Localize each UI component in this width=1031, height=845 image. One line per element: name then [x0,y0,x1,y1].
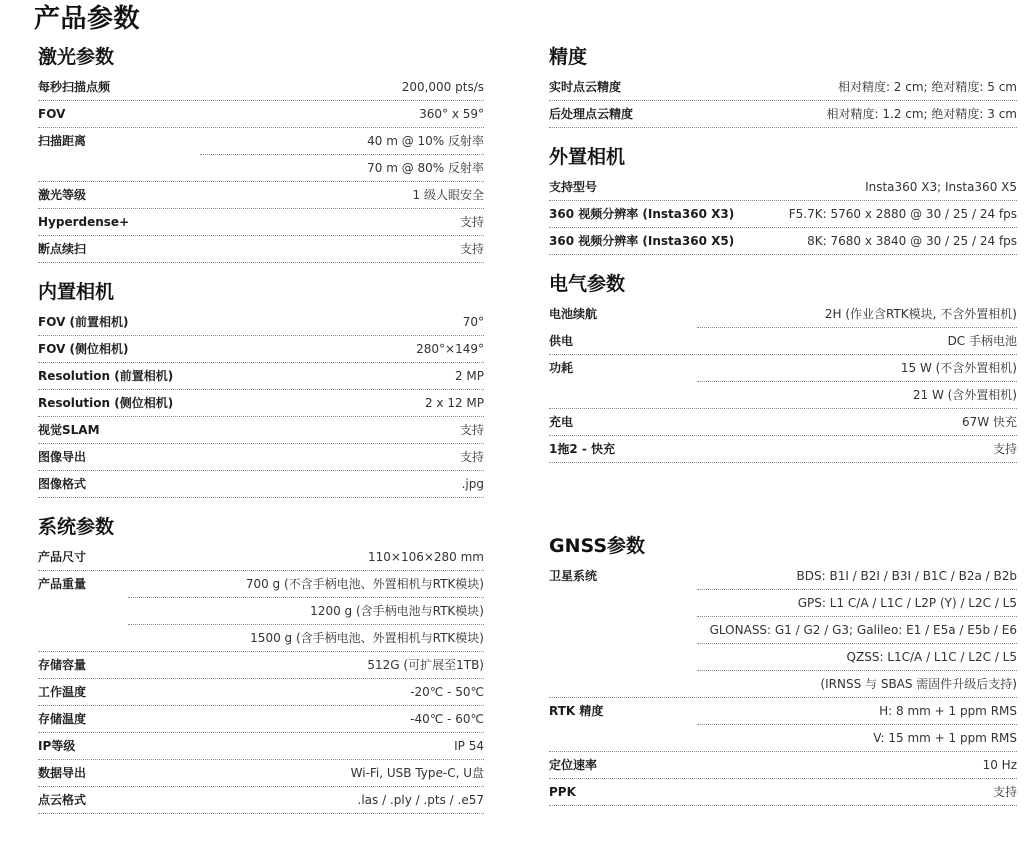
spec-row-satellite-system [549,563,1017,590]
spec-row-operating-temp [38,679,484,706]
spec-label: 工作温度 [38,685,87,699]
spec-row-ppk [549,779,1017,806]
spec-value: GPS: L1 C/A / L1C / L2P (Y) / L2C / L5 [797,596,1017,610]
spec-value: 1500 g (含手柄电池、外置相机与RTK模块) [250,631,484,645]
gnss-section [549,531,1017,806]
spec-value: 70 m @ 80% 反射率 [367,161,484,175]
external-camera-section [549,142,1017,255]
spec-row-power-supply [549,328,1017,355]
section-title-electrical: 电气参数 [549,273,626,295]
spec-value: Wi-Fi, USB Type-C, U盘 [350,766,484,780]
spec-row-storage-temp [38,706,484,733]
spec-label: 存储温度 [38,712,87,726]
spec-row-satellite-system-cont [549,617,1017,644]
spec-label: IP等级 [38,739,76,753]
spec-row-ip-rating [38,733,484,760]
spec-row-dimensions [38,544,484,571]
section-title-builtin-camera: 内置相机 [38,281,115,303]
spec-row-storage [38,652,484,679]
spec-value: 支持 [992,442,1017,456]
spec-label: 充电 [549,415,574,429]
spec-row-resume-scan [38,236,484,263]
spec-row-fov-front [38,309,484,336]
electrical-section [549,269,1017,463]
spec-value: 支持 [459,450,484,464]
section-title-laser: 激光参数 [38,46,115,68]
spec-row-satellite-system-cont [549,671,1017,698]
spec-row-scan-rate [38,74,484,101]
spec-label: 产品尺寸 [38,550,87,564]
spec-value: DC 手柄电池 [947,334,1017,348]
section-title-gnss: GNSS参数 [549,535,646,557]
spec-value: BDS: B1I / B2I / B3I / B1C / B2a / B2b [796,569,1017,583]
spec-label: 产品重量 [38,577,87,591]
spec-value: 2 MP [454,369,484,383]
spec-value: 360° x 59° [419,107,484,121]
left-column [38,42,484,814]
spec-row-fov-side [38,336,484,363]
spec-label: 电池续航 [549,307,598,321]
system-section [38,512,484,814]
spec-label: 每秒扫描点频 [38,80,111,94]
spec-row-weight-cont [38,625,484,652]
spec-value: .las / .ply / .pts / .e57 [357,793,484,807]
spec-row-image-export [38,444,484,471]
spec-label: 图像导出 [38,450,87,464]
spec-value: 2 x 12 MP [424,396,484,410]
spec-row-image-format [38,471,484,498]
spec-value: 70° [462,315,484,329]
spec-label: Resolution (前置相机) [38,369,174,383]
spec-value: 支持 [992,785,1017,799]
spec-label: 功耗 [549,361,574,375]
spec-label: 360 视频分辨率 (Insta360 X5) [549,234,735,248]
spec-row-supported-models [549,174,1017,201]
spec-row-power-consumption [549,355,1017,382]
spec-row-pointcloud-format [38,787,484,814]
spec-row-res-side [38,390,484,417]
spec-value: -20℃ - 50℃ [410,685,484,699]
spec-row-laser-class [38,182,484,209]
spec-row-power-consumption-cont [549,382,1017,409]
spec-label: Resolution (侧位相机) [38,396,174,410]
spec-value: 支持 [459,423,484,437]
spec-label: 断点续扫 [38,242,87,256]
spec-row-video-res-x5 [549,228,1017,255]
spec-value: 40 m @ 10% 反射率 [367,134,484,148]
spec-label: 1拖2 - 快充 [549,442,616,456]
spec-value: V: 15 mm + 1 ppm RMS [873,731,1017,745]
spec-value: 1 级人眼安全 [412,188,484,202]
spec-label: 点云格式 [38,793,87,807]
spec-value: 67W 快充 [962,415,1017,429]
builtin-camera-section [38,277,484,498]
spec-label: 存储容量 [38,658,87,672]
spec-value: 支持 [459,215,484,229]
spec-row-dual-charging [549,436,1017,463]
spec-label: 视觉SLAM [38,423,100,437]
section-title-accuracy: 精度 [549,46,588,68]
spec-value: 700 g (不含手柄电池、外置相机与RTK模块) [245,577,484,591]
spec-value: 1200 g (含手柄电池与RTK模块) [310,604,484,618]
page-title: 产品参数 [34,4,141,34]
spec-value: 8K: 7680 x 3840 @ 30 / 25 / 24 fps [807,234,1017,248]
accuracy-section [549,42,1017,128]
section-title-external-camera: 外置相机 [549,146,626,168]
spec-value: 支持 [459,242,484,256]
spec-value: 280°×149° [416,342,484,356]
spec-label: 激光等级 [38,188,87,202]
spec-value: H: 8 mm + 1 ppm RMS [879,704,1017,718]
spec-label: PPK [549,785,576,799]
spec-value: (IRNSS 与 SBAS 需固件升级后支持) [820,677,1017,691]
spec-value: 10 Hz [982,758,1017,772]
spec-value: .jpg [461,477,484,491]
spec-row-rtk-accuracy [549,698,1017,725]
spec-value: IP 54 [454,739,484,753]
spec-value: 相对精度: 2 cm; 绝对精度: 5 cm [837,80,1017,94]
spec-label: 后处理点云精度 [549,107,634,121]
spec-value: QZSS: L1C/A / L1C / L2C / L5 [846,650,1017,664]
spec-row-satellite-system-cont [549,590,1017,617]
spec-label: Hyperdense+ [38,215,130,229]
spec-label: 定位速率 [549,758,598,772]
spec-label: 卫星系统 [549,569,598,583]
spec-label: 图像格式 [38,477,87,491]
spec-value: 512G (可扩展至1TB) [367,658,484,672]
spec-row-data-export [38,760,484,787]
spec-label: FOV [38,107,66,121]
spec-row-postprocess-accuracy [549,101,1017,128]
spec-value: 2H (作业含RTK模块, 不含外置相机) [824,307,1017,321]
laser-section [38,42,484,263]
spec-label: 360 视频分辨率 (Insta360 X3) [549,207,735,221]
spec-row-weight-cont [38,598,484,625]
spec-row-positioning-rate [549,752,1017,779]
spec-value: 15 W (不含外置相机) [900,361,1017,375]
spec-label: 支持型号 [549,180,598,194]
spec-label: 实时点云精度 [549,80,622,94]
spec-row-range-cont [38,155,484,182]
spec-row-satellite-system-cont [549,644,1017,671]
spec-row-rtk-accuracy-cont [549,725,1017,752]
spec-row-hyperdense [38,209,484,236]
spec-row-weight [38,571,484,598]
spec-row-fov [38,101,484,128]
spec-label: FOV (前置相机) [38,315,129,329]
spec-value: F5.7K: 5760 x 2880 @ 30 / 25 / 24 fps [788,207,1017,221]
spec-row-visual-slam [38,417,484,444]
spec-value: -40℃ - 60℃ [410,712,484,726]
spec-value: 相对精度: 1.2 cm; 绝对精度: 3 cm [826,107,1017,121]
spec-row-realtime-accuracy [549,74,1017,101]
spec-value: 200,000 pts/s [401,80,484,94]
spec-value: 110×106×280 mm [367,550,484,564]
spec-label: FOV (侧位相机) [38,342,129,356]
spec-label: 供电 [549,334,574,348]
spec-label: 扫描距离 [38,134,87,148]
spec-row-res-front [38,363,484,390]
spec-value: Insta360 X3; Insta360 X5 [865,180,1017,194]
spec-value: GLONASS: G1 / G2 / G3; Galileo: E1 / E5a / E5b / E6 [709,623,1017,637]
spec-row-range [38,128,484,155]
spec-row-battery-life [549,301,1017,328]
spec-label: 数据导出 [38,766,87,780]
spec-row-charging [549,409,1017,436]
spec-row-video-res-x3 [549,201,1017,228]
right-column [549,42,1017,806]
section-title-system: 系统参数 [38,516,115,538]
spec-label: RTK 精度 [549,704,604,718]
spec-value: 21 W (含外置相机) [912,388,1017,402]
